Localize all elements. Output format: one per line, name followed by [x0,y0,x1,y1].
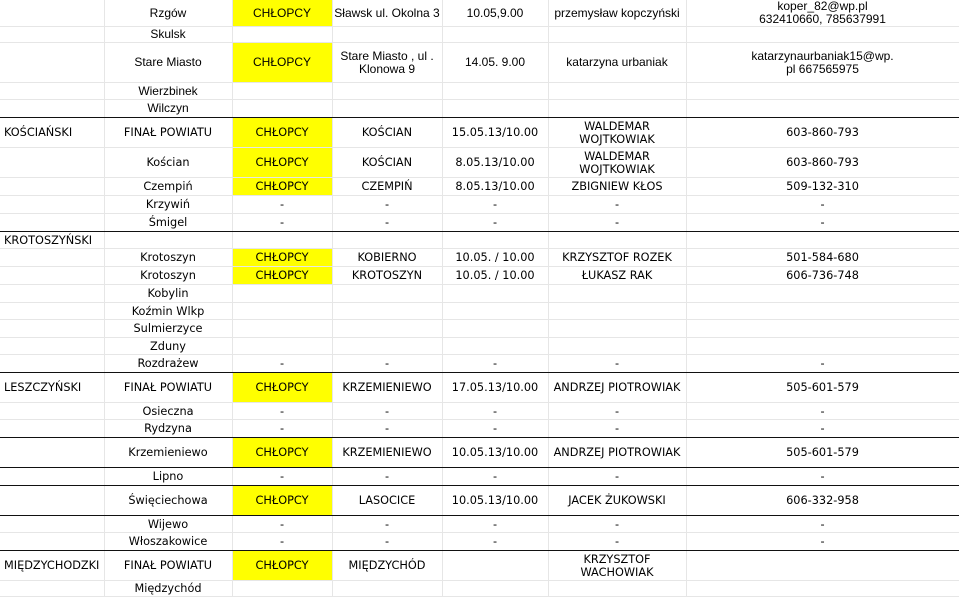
date-cell: 10.05. / 10.00 [442,249,548,267]
phone-cell [686,551,959,581]
coach-cell: ŁUKASZ RAK [548,267,686,285]
city-cell: FINAŁ POWIATU [104,118,232,148]
coach-cell: - [548,196,686,214]
place-cell [332,581,442,597]
coach-cell: - [548,403,686,420]
coach-cell: - [548,533,686,551]
phone-cell: 606-736-748 [686,267,959,285]
team-cell [232,100,332,118]
coach-cell: ANDRZEJ PIOTROWIAK [548,438,686,468]
contact-cell [686,43,959,83]
date-cell [442,232,548,249]
date-cell: 10.05.13/10.00 [442,486,548,516]
table-row [0,581,959,597]
phone-cell [686,320,959,338]
place-cell [332,27,442,43]
city-cell: Wilczyn [104,100,232,118]
place-cell: - [332,214,442,232]
coach-cell: JACEK ŻUKOWSKI [548,486,686,516]
district-cell [0,581,104,597]
coach-cell [548,303,686,320]
team-cell: CHŁOPCY [232,551,332,581]
date-cell [442,551,548,581]
table-row [0,420,959,438]
place-cell: - [332,403,442,420]
place-cell [332,83,442,100]
city-cell: Krotoszyn [104,267,232,285]
place-cell: - [332,196,442,214]
city-cell: Wijewo [104,516,232,533]
coach-cell: ANDRZEJ PIOTROWIAK [548,373,686,403]
date-cell: - [442,420,548,438]
place-cell [332,338,442,355]
coach-cell: ZBIGNIEW KŁOS [548,178,686,196]
team-cell: CHŁOPCY [232,148,332,178]
date-cell [442,285,548,303]
district-cell [0,303,104,320]
city-cell: Sulmierzyce [104,320,232,338]
team-cell: - [232,533,332,551]
table-row [0,516,959,533]
district-cell [0,100,104,118]
table-row [0,249,959,267]
phone-cell: - [686,468,959,486]
place-cell: LASOCICE [332,486,442,516]
coach-cell [548,118,686,148]
phone-cell: - [686,214,959,232]
place-cell: KROTOSZYN [332,267,442,285]
date-cell [442,83,548,100]
date-cell: 15.05.13/10.00 [442,118,548,148]
table-row [0,403,959,420]
coach-line: WOJTKOWIAK [579,132,655,146]
district-cell [0,148,104,178]
district-cell [0,196,104,214]
coach-cell: przemysław kopczyński [548,0,686,27]
district-cell [0,338,104,355]
place-cell: KOŚCIAN [332,148,442,178]
coach-cell [548,320,686,338]
district-cell [0,214,104,232]
coach-email-link[interactable]: koper_82@wp.pl [777,0,868,13]
team-cell [232,338,332,355]
table-row [0,267,959,285]
table-row [0,551,959,581]
table-row [0,27,959,43]
district-cell [0,267,104,285]
city-cell: Śmigel [104,214,232,232]
date-cell: - [442,468,548,486]
team-cell: CHŁOPCY [232,178,332,196]
phone-cell [686,285,959,303]
city-cell: Stare Miasto [104,43,232,83]
phone-cell: - [686,516,959,533]
coach-cell: - [548,214,686,232]
table-row [0,303,959,320]
table-row [0,214,959,232]
table-row [0,196,959,214]
city-cell: Krzywiń [104,196,232,214]
coach-phone: 632410660, 785637991 [759,12,886,26]
team-cell: CHŁOPCY [232,438,332,468]
coach-line: WALDEMAR [584,119,650,133]
table-row [0,148,959,178]
district-cell [0,178,104,196]
date-cell: 17.05.13/10.00 [442,373,548,403]
city-cell: Rozdrażew [104,355,232,373]
city-cell: Koźmin Wlkp [104,303,232,320]
coach-email-phone[interactable]: pl 667565975 [786,61,859,76]
date-cell: 14.05. 9.00 [442,43,548,83]
phone-cell [686,232,959,249]
date-cell: 8.05.13/10.00 [442,178,548,196]
coach-cell [548,83,686,100]
team-cell: CHŁOPCY [232,373,332,403]
city-cell: FINAŁ POWIATU [104,373,232,403]
phone-cell: - [686,420,959,438]
table-row [0,338,959,355]
team-cell [232,27,332,43]
city-cell: Rzgów [104,0,232,27]
place-cell [332,232,442,249]
table-row [0,486,959,516]
phone-cell: - [686,355,959,373]
district-cell [0,355,104,373]
coach-cell [548,581,686,597]
team-cell: CHŁOPCY [232,267,332,285]
district-name: KROTOSZYŃSKI [0,232,104,249]
table-row [0,118,959,148]
place-cell: KRZEMIENIEWO [332,438,442,468]
city-cell: FINAŁ POWIATU [104,551,232,581]
place-cell: - [332,516,442,533]
phone-cell [686,303,959,320]
city-cell: Lipno [104,468,232,486]
district-cell [0,468,104,486]
date-cell [442,27,548,43]
district-cell [0,420,104,438]
table-row [0,83,959,100]
place-line: Klonowa 9 [358,61,416,76]
coach-cell: - [548,516,686,533]
district-name: MIĘDZYCHODZKI [0,551,104,581]
table-row [0,100,959,118]
date-cell [442,338,548,355]
coach-cell [548,338,686,355]
district-cell [0,516,104,533]
city-cell: Kościan [104,148,232,178]
date-cell: 10.05,9.00 [442,0,548,27]
district-cell [0,249,104,267]
coach-cell: - [548,420,686,438]
date-cell: - [442,196,548,214]
district-cell [0,0,104,27]
district-cell [0,285,104,303]
place-cell: Sławsk ul. Okolna 3 [332,0,442,27]
team-cell [232,303,332,320]
date-cell: 10.05.13/10.00 [442,438,548,468]
team-cell: CHŁOPCY [232,0,332,27]
coach-cell: katarzyna urbaniak [548,43,686,83]
district-name: LESZCZYŃSKI [0,373,104,403]
phone-cell: 603-860-793 [686,148,959,178]
place-cell [332,43,442,83]
team-cell: - [232,516,332,533]
team-cell: - [232,468,332,486]
city-cell: Międzychód [104,581,232,597]
coach-cell [548,100,686,118]
team-cell [232,232,332,249]
place-cell: - [332,533,442,551]
coach-cell [548,551,686,581]
coach-cell: - [548,355,686,373]
city-cell: Święciechowa [104,486,232,516]
coach-line: WACHOWIAK [580,565,654,579]
contact-cell [686,27,959,43]
team-cell: - [232,403,332,420]
coach-line: WOJTKOWIAK [579,162,655,176]
phone-cell [686,581,959,597]
team-cell: - [232,196,332,214]
date-cell: - [442,403,548,420]
coach-line: KRZYSZTOF [583,552,651,566]
district-cell [0,320,104,338]
table-row [0,43,959,83]
table-row [0,0,959,27]
contact-cell [686,83,959,100]
team-cell: CHŁOPCY [232,249,332,267]
place-cell [332,320,442,338]
date-cell [442,581,548,597]
place-cell: CZEMPIŃ [332,178,442,196]
contact-cell [686,100,959,118]
phone-cell: 505-601-579 [686,438,959,468]
date-cell [442,303,548,320]
phone-cell: - [686,403,959,420]
place-line: Stare Miasto , ul . [340,48,434,63]
city-cell: Zduny [104,338,232,355]
date-cell: 10.05. / 10.00 [442,267,548,285]
date-cell: 8.05.13/10.00 [442,148,548,178]
place-cell: KRZEMIENIEWO [332,373,442,403]
district-cell [0,83,104,100]
place-cell: MIĘDZYCHÓD [332,551,442,581]
table-row [0,533,959,551]
team-cell: - [232,214,332,232]
phone-cell: 505-601-579 [686,373,959,403]
city-cell: Kobylin [104,285,232,303]
team-cell: - [232,420,332,438]
phone-cell: 603-860-793 [686,118,959,148]
coach-cell [548,27,686,43]
place-cell: - [332,468,442,486]
coach-cell [548,285,686,303]
district-cell [0,438,104,468]
city-cell: Skulsk [104,27,232,43]
coach-cell: KRZYSZTOF ROZEK [548,249,686,267]
phone-cell: - [686,533,959,551]
team-cell [232,285,332,303]
table-row [0,178,959,196]
district-cell [0,43,104,83]
date-cell: - [442,516,548,533]
team-cell: - [232,355,332,373]
city-cell [104,232,232,249]
table-row [0,438,959,468]
coach-line: WALDEMAR [584,149,650,163]
date-cell: - [442,533,548,551]
place-cell [332,303,442,320]
coach-cell [548,148,686,178]
date-cell: - [442,214,548,232]
coach-cell: - [548,468,686,486]
team-cell: CHŁOPCY [232,486,332,516]
table-row [0,373,959,403]
place-cell: KOŚCIAN [332,118,442,148]
city-cell: Wierzbinek [104,83,232,100]
place-cell: - [332,420,442,438]
table-row [0,355,959,373]
place-cell: KOBIERNO [332,249,442,267]
city-cell: Włoszakowice [104,533,232,551]
city-cell: Osieczna [104,403,232,420]
coach-email-link[interactable]: katarzynaurbaniak15@wp. [751,48,894,63]
district-cell [0,27,104,43]
place-cell [332,100,442,118]
city-cell: Czempiń [104,178,232,196]
team-cell [232,581,332,597]
place-cell [332,285,442,303]
table-row [0,232,959,249]
phone-cell: 501-584-680 [686,249,959,267]
phone-cell: - [686,196,959,214]
coach-cell [548,232,686,249]
district-cell [0,533,104,551]
city-cell: Krotoszyn [104,249,232,267]
table-row [0,468,959,486]
phone-cell [686,338,959,355]
table-row [0,285,959,303]
district-cell [0,486,104,516]
city-cell: Rydzyna [104,420,232,438]
date-cell [442,320,548,338]
place-cell: - [332,355,442,373]
team-cell: CHŁOPCY [232,43,332,83]
district-cell [0,403,104,420]
team-cell [232,83,332,100]
contact-cell [686,0,959,27]
date-cell: - [442,355,548,373]
phone-cell: 509-132-310 [686,178,959,196]
city-cell: Krzemieniewo [104,438,232,468]
phone-cell: 606-332-958 [686,486,959,516]
team-cell [232,320,332,338]
team-cell: CHŁOPCY [232,118,332,148]
district-name: KOŚCIAŃSKI [0,118,104,148]
date-cell [442,100,548,118]
table-row [0,320,959,338]
